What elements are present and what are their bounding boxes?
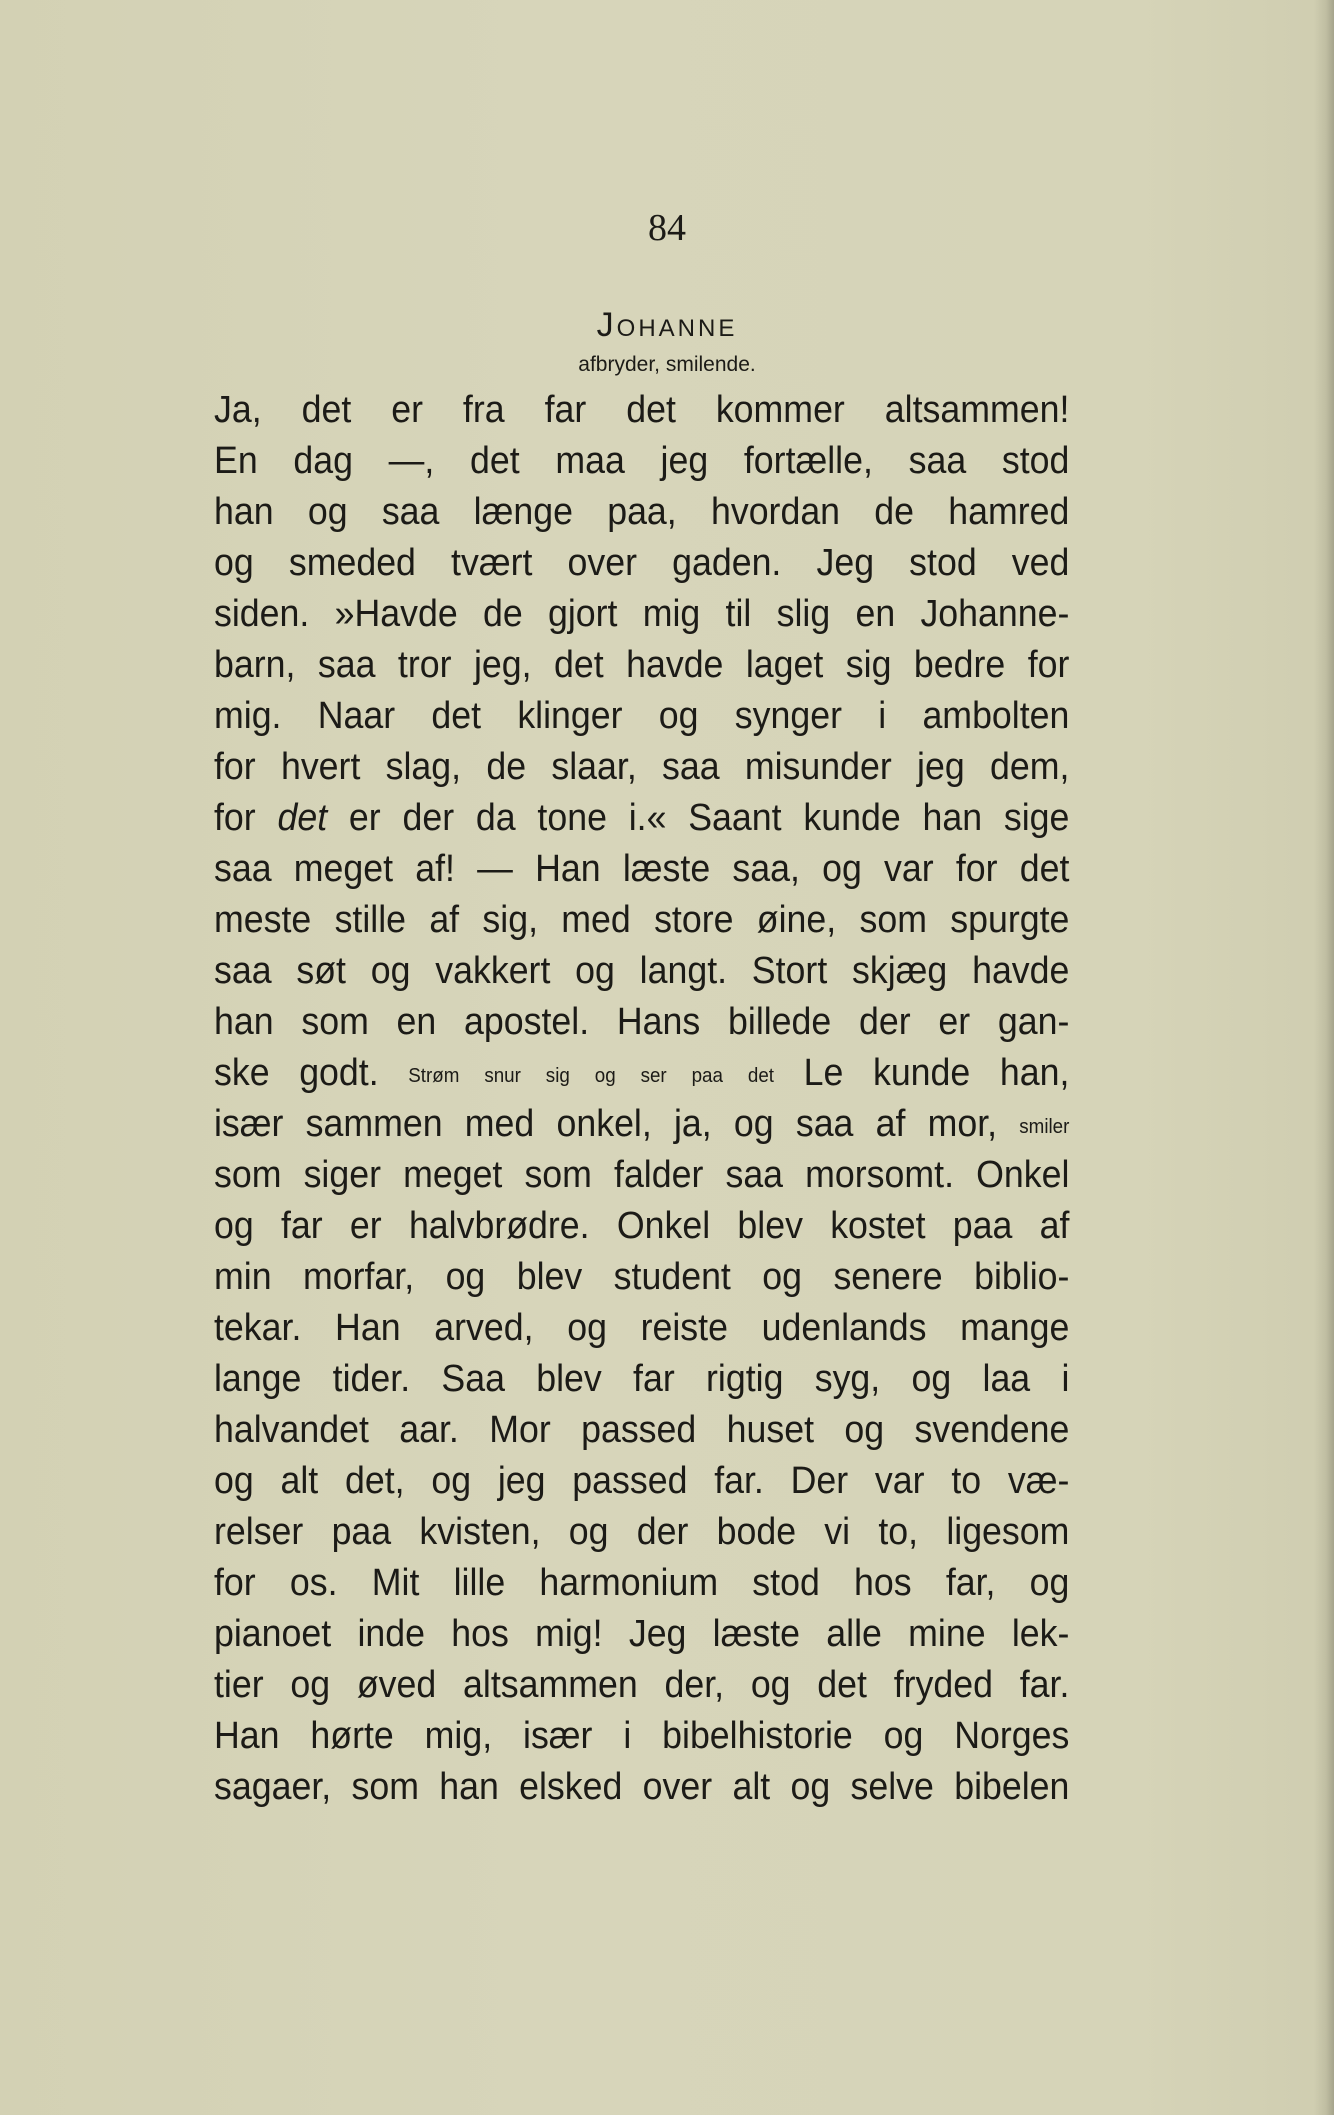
text-segment: for hvert slag, de slaar, saa misunder jeg dem, <box>214 746 1070 788</box>
text-segment: halvandet aar. Mor passed huset og svendene <box>214 1409 1070 1451</box>
text-segment: tekar. Han arved, og reiste udenlands mange <box>214 1307 1070 1349</box>
text-segment: Han hørte mig, især i bibelhistorie og Norges <box>214 1715 1070 1757</box>
text-line <box>214 1303 1069 1354</box>
stage-direction: afbryder, smilende. <box>578 353 756 376</box>
text-line <box>214 1201 1069 1252</box>
text-line <box>214 1609 1069 1660</box>
text-line <box>214 385 1069 436</box>
text-segment: En dag —, det maa jeg fortælle, saa stod <box>214 440 1070 482</box>
text-line <box>214 1711 1069 1762</box>
text-segment: ske godt. <box>214 1052 409 1094</box>
text-line <box>214 640 1069 691</box>
text-segment: pianoet inde hos mig! Jeg læste alle mine lek- <box>214 1613 1070 1655</box>
text-line <box>214 793 1069 844</box>
text-segment: saa søt og vakkert og langt. Stort skjæg havde <box>214 950 1070 992</box>
text-line <box>214 691 1069 742</box>
text-segment: som siger meget som falder saa morsomt. Onkel <box>214 1154 1070 1196</box>
text-line <box>214 1252 1069 1303</box>
text-line <box>214 742 1069 793</box>
text-line <box>214 436 1069 487</box>
text-segment: mig. Naar det klinger og synger i ambolten <box>214 695 1070 737</box>
text-segment: saa meget af! — Han læste saa, og var for det <box>214 848 1070 890</box>
page-number: 84 <box>648 207 686 249</box>
text-segment: og far er halvbrødre. Onkel blev kostet paa af <box>214 1205 1070 1247</box>
text-segment: han som en apostel. Hans billede der er gan- <box>214 1001 1070 1043</box>
text-segment: min morfar, og blev student og senere biblio- <box>214 1256 1070 1298</box>
text-line <box>214 895 1069 946</box>
text-segment: tier og øved altsammen der, og det fryded far. <box>214 1664 1070 1706</box>
inline-stage-direction: Strøm snur sig og ser paa det <box>408 1065 775 1087</box>
text-segment: barn, saa tror jeg, det havde laget sig bedre for <box>214 644 1070 686</box>
text-line <box>214 589 1069 640</box>
text-segment: for <box>214 797 278 839</box>
text-segment: lange tider. Saa blev far rigtig syg, og laa i <box>214 1358 1070 1400</box>
text-segment: især sammen med onkel, ja, og saa af mor, <box>214 1103 1020 1145</box>
text-line <box>214 1558 1069 1609</box>
text-line <box>214 844 1069 895</box>
text-segment: er der da tone i.« Saant kunde han sige <box>327 797 1070 839</box>
text-line <box>214 1099 1069 1150</box>
text-segment: meste stille af sig, med store øine, som spurgte <box>214 899 1070 941</box>
text-line <box>214 1762 1069 1813</box>
text-line <box>214 1456 1069 1507</box>
text-segment: og alt det, og jeg passed far. Der var to væ- <box>214 1460 1070 1502</box>
text-line <box>214 538 1069 589</box>
text-segment: relser paa kvisten, og der bode vi to, ligesom <box>214 1511 1070 1553</box>
text-line <box>214 1507 1069 1558</box>
text-line <box>214 946 1069 997</box>
text-line <box>214 1405 1069 1456</box>
text-segment: og smeded tvært over gaden. Jeg stod ved <box>214 542 1070 584</box>
body-text <box>214 385 1069 1813</box>
text-segment: Le kunde han, <box>774 1052 1070 1094</box>
text-segment: Ja, det er fra far det kommer altsammen! <box>214 389 1070 431</box>
text-line <box>214 1150 1069 1201</box>
speaker-name: Johanne <box>596 306 738 344</box>
text-line <box>214 1354 1069 1405</box>
text-line <box>214 1048 1069 1099</box>
text-line <box>214 487 1069 538</box>
text-segment: for os. Mit lille harmonium stod hos far, og <box>214 1562 1070 1604</box>
text-segment: siden. »Havde de gjort mig til slig en Johanne- <box>214 593 1070 635</box>
text-segment: sagaer, som han elsked over alt og selve bibelen <box>214 1766 1070 1808</box>
text-segment: han og saa længe paa, hvordan de hamred <box>214 491 1070 533</box>
text-line <box>214 997 1069 1048</box>
text-segment: det <box>277 797 328 839</box>
text-line <box>214 1660 1069 1711</box>
inline-stage-direction: smiler <box>1019 1116 1070 1138</box>
